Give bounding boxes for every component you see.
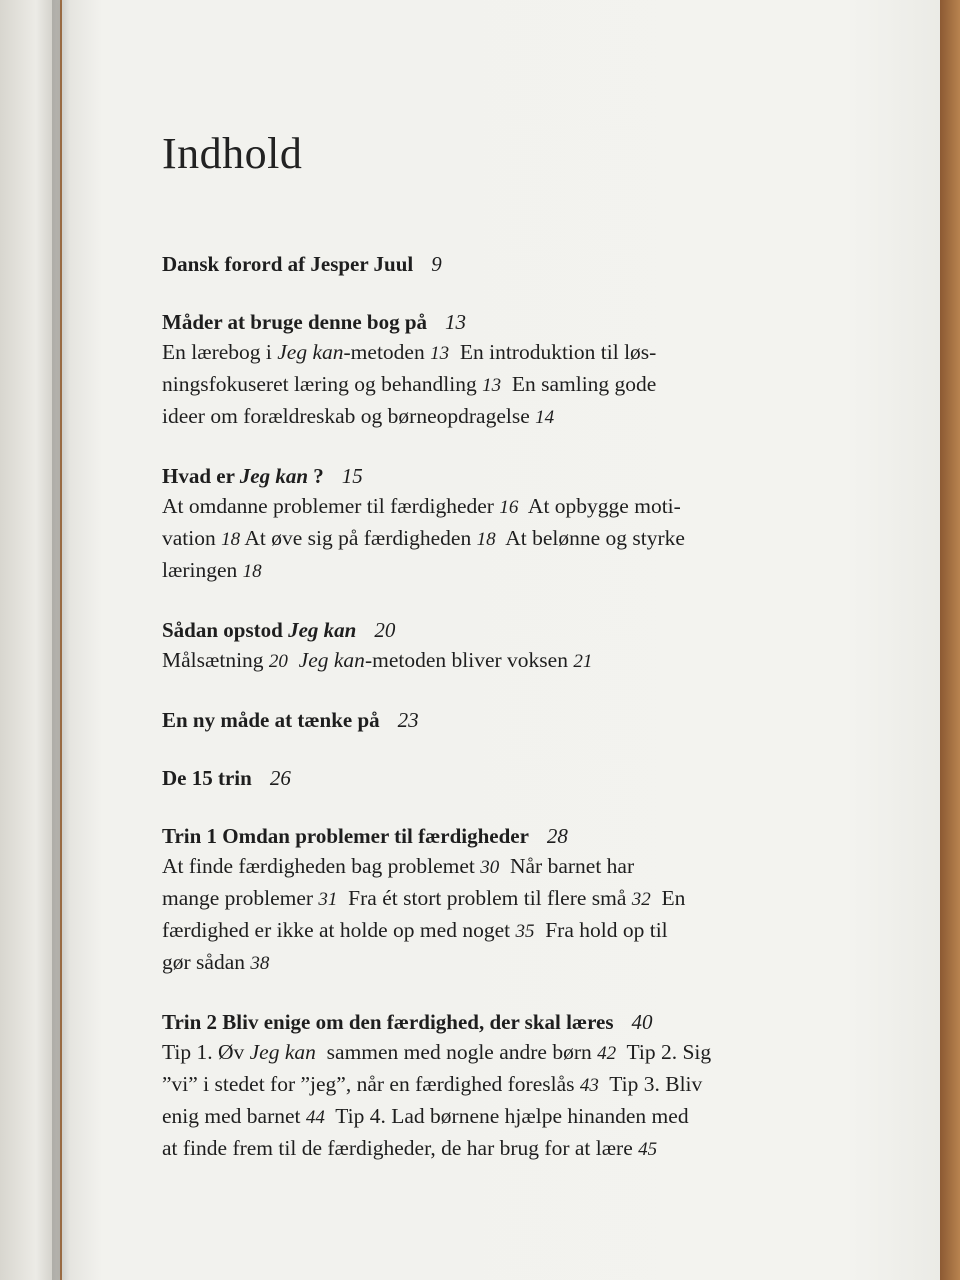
toc-entry <box>162 615 822 677</box>
toc-subentries: At omdanne problemer til færdigheder 16 At opbygge moti- vation 18 At øve sig på færdigheden 18 At belønne og styrke læringen 18 <box>162 494 685 582</box>
toc-entry <box>162 1007 822 1165</box>
table-of-contents <box>162 128 822 1193</box>
toc-heading: Trin 2 Bliv enige om den færdighed, der skal læres 40 <box>162 1010 653 1034</box>
toc-heading: En ny måde at tænke på 23 <box>162 708 419 732</box>
toc-heading: De 15 trin 26 <box>162 766 291 790</box>
facing-page <box>0 0 60 1280</box>
toc-entry <box>162 705 822 735</box>
toc-heading: Trin 1 Omdan problemer til færdigheder 28 <box>162 824 568 848</box>
spine-shadow <box>52 0 70 1280</box>
toc-entry <box>162 461 822 587</box>
page-title: Indhold <box>162 129 303 178</box>
toc-heading: Dansk forord af Jesper Juul 9 <box>162 252 442 276</box>
toc-subentries: En lærebog i Jeg kan-metoden 13 En introduktion til løs- ningsfokuseret læring og behandling 13 En samling gode ideer om forældreskab og børneopdragelse 14 <box>162 340 657 428</box>
toc-entry <box>162 249 822 279</box>
toc-subentries: Målsætning 20 Jeg kan-metoden bliver voksen 21 <box>162 648 593 672</box>
table-surface <box>940 0 960 1280</box>
toc-entry <box>162 821 822 979</box>
toc-subentries: At finde færdigheden bag problemet 30 Når barnet har mange problemer 31 Fra ét stort problem til flere små 32 En færdighed er ikke at holde op med noget 35 Fra hold op til gør sådan 38 <box>162 854 686 974</box>
toc-heading: Sådan opstod Jeg kan 20 <box>162 618 396 642</box>
toc-entry <box>162 763 822 793</box>
toc-heading: Måder at bruge denne bog på 13 <box>162 310 467 334</box>
toc-subentries: Tip 1. Øv Jeg kan sammen med nogle andre børn 42 Tip 2. Sig ”vi” i stedet for ”jeg”, når en færdighed foreslås 43 Tip 3. Bliv enig med barnet 44 Tip 4. Lad børnene hjælpe hinanden med at finde frem til de færdigheder, de har brug for at lære 45 <box>162 1040 712 1160</box>
toc-entry <box>162 307 822 433</box>
toc-heading: Hvad er Jeg kan ? 15 <box>162 464 363 488</box>
